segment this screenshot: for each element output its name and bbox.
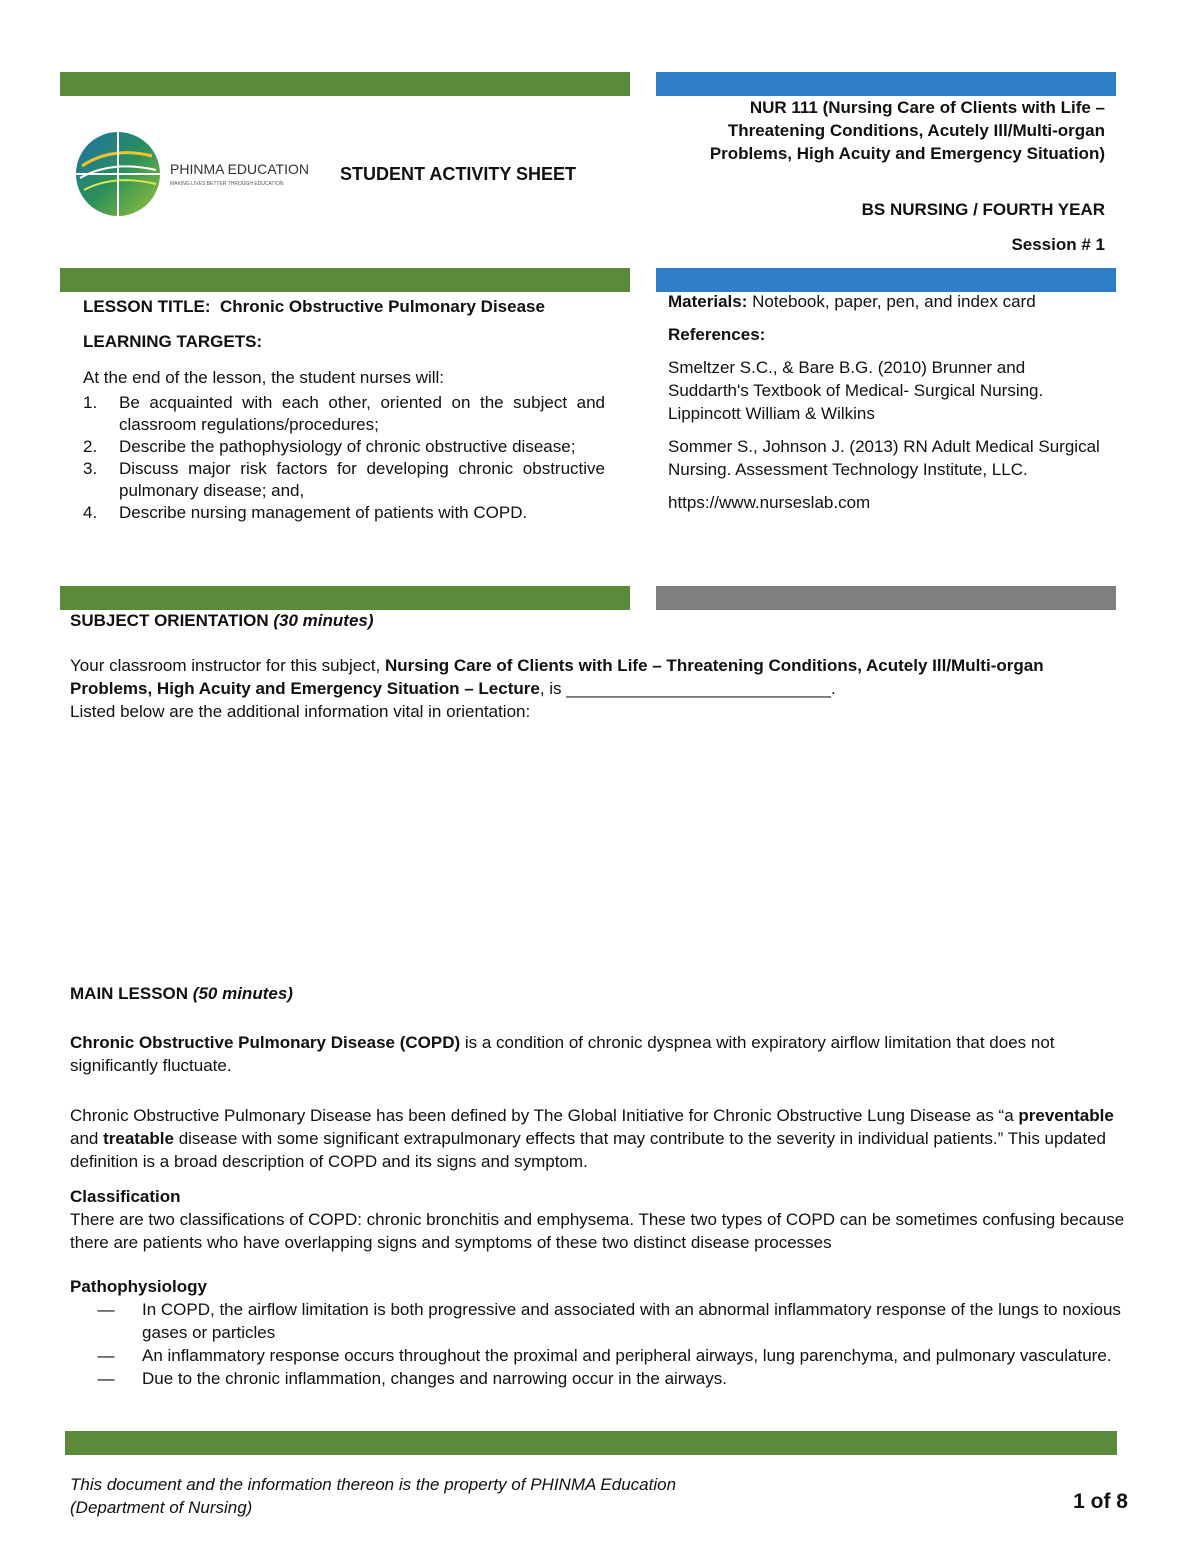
header-bar-right bbox=[656, 72, 1116, 96]
lesson-title-value: Chronic Obstructive Pulmonary Disease bbox=[219, 297, 545, 316]
list-item: — In COPD, the airflow limitation is both progressive and associated with an abnormal inflammatory response of the lungs to noxious gases or particles bbox=[97, 1300, 1121, 1342]
lesson-title-label: LESSON TITLE: bbox=[83, 297, 211, 316]
footer-note: This document and the information thereon is the property of PHINMA Education (Department of Nursing) bbox=[70, 1475, 677, 1517]
materials-info bbox=[668, 290, 1108, 514]
logo-text: PHINMA EDUCATION bbox=[170, 161, 309, 177]
orientation-heading: SUBJECT ORIENTATION (30 minutes) bbox=[70, 611, 374, 630]
orientation-text: Your classroom instructor for this subject, Nursing Care of Clients with Life – Threatening Conditions, Acutely Ill/Multi-organ Problems, High Acuity and Emergency Situation – Lecture, is ____________________________. bbox=[70, 656, 1044, 698]
list-item: 3. Discuss major risk factors for developing chronic obstructive pulmonary disease; and, bbox=[83, 459, 605, 500]
main-lesson-heading: MAIN LESSON (50 minutes) bbox=[70, 984, 293, 1003]
list-item: 2. Describe the pathophysiology of chronic obstructive disease; bbox=[83, 437, 576, 456]
learning-targets-list bbox=[83, 392, 605, 524]
references-label: References: bbox=[668, 325, 766, 344]
footer-bar bbox=[65, 1431, 1117, 1455]
learning-targets-intro: At the end of the lesson, the student nurses will: bbox=[83, 368, 444, 387]
logo-tagline: MAKING LIVES BETTER THROUGH EDUCATION bbox=[170, 181, 284, 187]
pathophysiology-heading: Pathophysiology bbox=[70, 1277, 207, 1296]
learning-targets-label: LEARNING TARGETS: bbox=[83, 332, 263, 351]
session-number: Session # 1 bbox=[1011, 235, 1105, 254]
page-number: 1 of 8 bbox=[1073, 1490, 1128, 1513]
lesson-bar-left bbox=[60, 268, 630, 292]
orientation-text-line2: Listed below are the additional information vital in orientation: bbox=[70, 702, 531, 721]
program-year: BS NURSING / FOURTH YEAR bbox=[861, 200, 1105, 219]
materials-value: Notebook, paper, pen, and index card bbox=[752, 292, 1036, 311]
gold-definition: Chronic Obstructive Pulmonary Disease has been defined by The Global Initiative for Chronic Obstructive Lung Disease as “a preventable and treatable disease with some significant extrapulmonary effects that may contribute to the severity in individual patients.” This updated definition is a broad description of COPD and its signs and symptom. bbox=[70, 1106, 1114, 1171]
classification-text: There are two classifications of COPD: chronic bronchitis and emphysema. These two types of COPD can be sometimes confusing because there are patients who have overlapping signs and symptoms of these two distinct disease processes bbox=[70, 1210, 1125, 1252]
materials-label: Materials: bbox=[668, 292, 748, 311]
phinma-logo bbox=[72, 126, 322, 222]
list-item: — An inflammatory response occurs throughout the proximal and peripheral airways, lung parenchyma, and pulmonary vasculature. bbox=[97, 1346, 1112, 1365]
reference-link[interactable]: https://www.nurseslab.com bbox=[668, 493, 871, 512]
list-item: 1. Be acquainted with each other, oriented on the subject and classroom regulations/procedures; bbox=[83, 393, 605, 434]
document-body bbox=[70, 609, 1130, 1390]
list-item: — Due to the chronic inflammation, changes and narrowing occur in the airways. bbox=[97, 1369, 727, 1388]
classification-heading: Classification bbox=[70, 1187, 181, 1206]
materials-line bbox=[668, 290, 1108, 313]
section-bar-left bbox=[60, 586, 630, 610]
sheet-title: STUDENT ACTIVITY SHEET bbox=[340, 164, 577, 184]
course-title: NUR 111 (Nursing Care of Clients with Life – Threatening Conditions, Acutely Ill/Multi-organ Problems, High Acuity and Emergency Situation) bbox=[709, 98, 1105, 163]
header-bar-left bbox=[60, 72, 630, 96]
pathophysiology-list bbox=[70, 1298, 1130, 1390]
reference-item: Sommer S., Johnson J. (2013) RN Adult Medical Surgical Nursing. Assessment Technology Institute, LLC. bbox=[668, 437, 1100, 479]
list-item: 4. Describe nursing management of patients with COPD. bbox=[83, 503, 528, 522]
lesson-title bbox=[83, 296, 605, 318]
section-bar-right bbox=[656, 586, 1116, 610]
reference-item: Smeltzer S.C., & Bare B.G. (2010) Brunner and Suddarth's Textbook of Medical- Surgical Nursing. Lippincott William & Wilkins bbox=[668, 358, 1044, 423]
lesson-info bbox=[83, 296, 605, 524]
lesson-bar-right bbox=[656, 268, 1116, 292]
copd-definition: Chronic Obstructive Pulmonary Disease (COPD) is a condition of chronic dyspnea with expiratory airflow limitation that does not significantly fluctuate. bbox=[70, 1033, 1055, 1075]
